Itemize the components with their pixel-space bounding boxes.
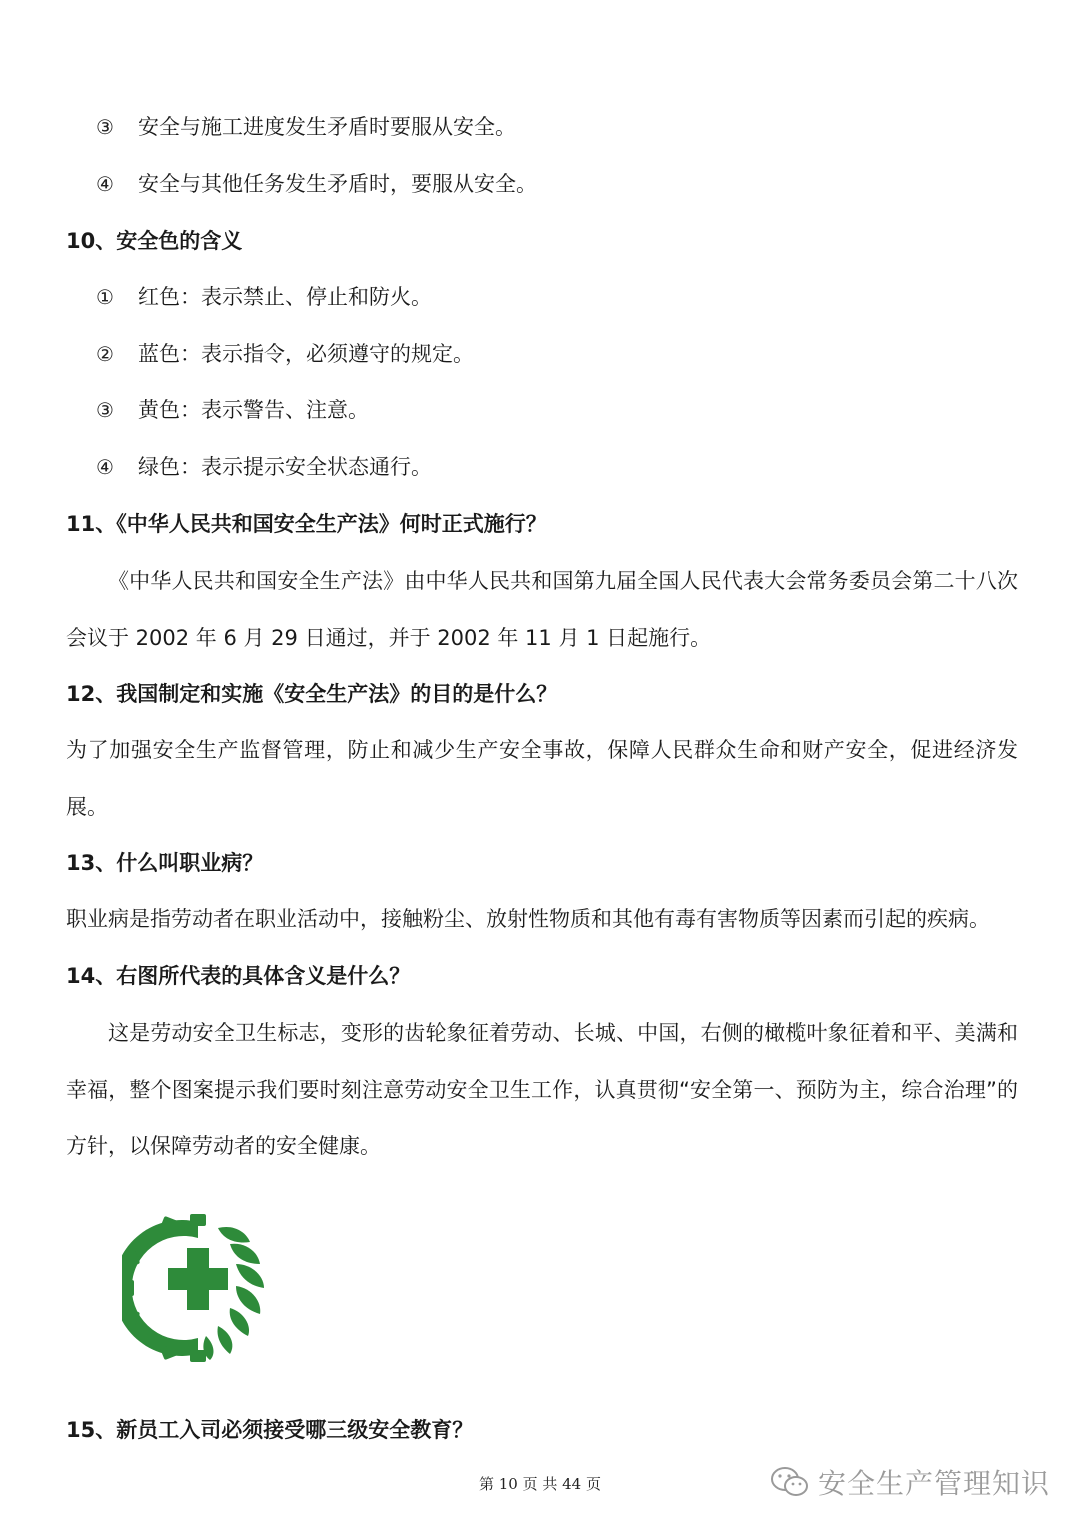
section-body-11: 《中华人民共和国安全生产法》由中华人民共和国第九届全国人民代表大会常务委员会第二十八次会议于 2002 年 6 月 29 日通过，并于 2002 年 11 月 1 日起施行。: [66, 569, 1018, 650]
list-text: 安全与施工进度发生矛盾时要服从安全。: [138, 115, 516, 139]
list-item: [96, 164, 537, 204]
section-body-13: 职业病是指劳动者在职业活动中，接触粉尘、放射性物质和其他有毒有害物质等因素而引起的疾病。: [66, 907, 990, 931]
list-number: ④: [96, 172, 114, 196]
section-heading-10: 10、安全色的含义: [66, 229, 243, 253]
list-item: [96, 107, 516, 147]
list-item: [96, 447, 432, 487]
list-text: 安全与其他任务发生矛盾时，要服从安全。: [138, 172, 537, 196]
list-number: ④: [96, 455, 114, 479]
section-heading-11: 11、《中华人民共和国安全生产法》何时正式施行？: [66, 512, 547, 536]
list-item: [96, 390, 369, 430]
list-text: 红色：表示禁止、停止和防火。: [138, 285, 432, 309]
watermark-text: 安全生产管理知识: [817, 1467, 1050, 1500]
section-heading-12: 12、我国制定和实施《安全生产法》的目的是什么？: [66, 682, 558, 706]
section-body-12: 为了加强安全生产监督管理，防止和减少生产安全事故，保障人民群众生命和财产安全，促进经济发展。: [66, 738, 1018, 819]
list-item: [96, 277, 432, 317]
section-heading-13: 13、什么叫职业病？: [66, 851, 264, 875]
list-text: 黄色：表示警告、注意。: [138, 398, 369, 422]
list-number: ②: [96, 342, 114, 366]
wechat-watermark: [770, 1460, 1050, 1504]
list-number: ①: [96, 285, 114, 309]
list-text: 蓝色：表示指令，必须遵守的规定。: [138, 342, 474, 366]
labor-safety-logo: [122, 1214, 274, 1362]
list-number: ③: [96, 398, 114, 422]
section-body-14: 这是劳动安全卫生标志，变形的齿轮象征着劳动、长城、中国，右侧的橄榄叶象征着和平、美满和幸福，整个图案提示我们要时刻注意劳动安全卫生工作，认真贯彻“安全第一、预防为主，综合治理”的方针，以保障劳动者的安全健康。: [66, 1021, 1018, 1158]
wechat-icon: [770, 1465, 810, 1499]
section-heading-14: 14、右图所代表的具体含义是什么？: [66, 964, 411, 988]
list-item: [96, 334, 474, 374]
page-footer: 第 10 页 共 44 页: [478, 1475, 601, 1493]
list-number: ③: [96, 115, 114, 139]
section-heading-15: 15、新员工入司必须接受哪三级安全教育？: [66, 1418, 474, 1442]
list-text: 绿色：表示提示安全状态通行。: [138, 455, 432, 479]
